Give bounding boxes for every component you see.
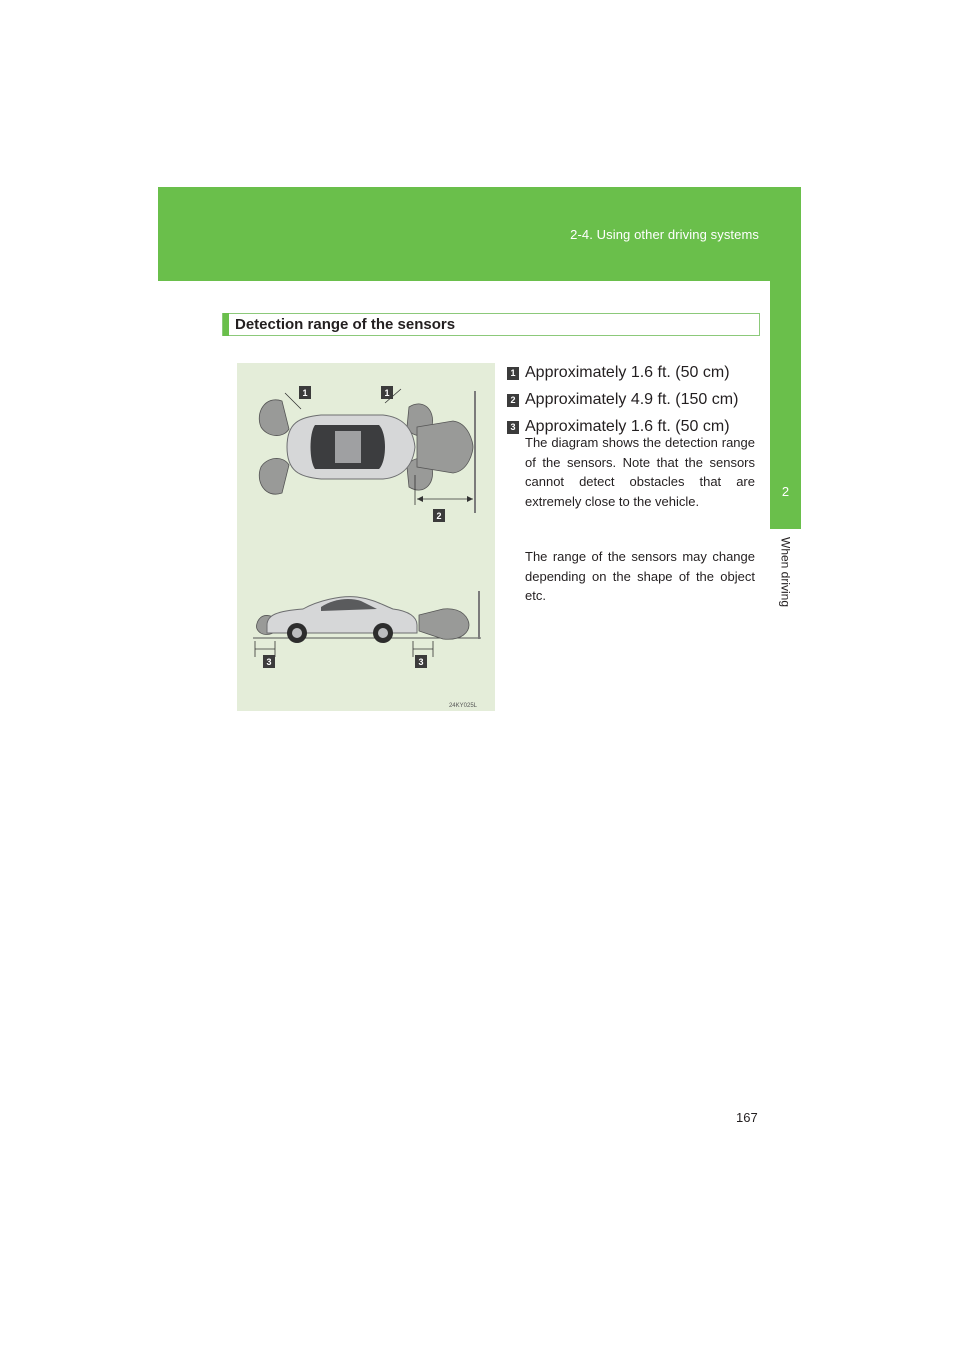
note-paragraph: The range of the sensors may change depending on the shape of the object etc. — [525, 549, 755, 603]
rear-left-detection-zone — [259, 400, 289, 436]
note-paragraph: The diagram shows the detection range of the sensors. Note that the sensors cannot detect obstacles that are extremely close to the vehicle. — [525, 435, 755, 509]
heading-accent — [223, 313, 229, 336]
callout-label: 1 — [384, 388, 390, 398]
front-side-detection-zone — [419, 609, 469, 639]
dim2-arrow-right — [467, 496, 473, 502]
chapter-tab — [770, 281, 801, 529]
section-heading: Detection range of the sensors — [235, 316, 456, 333]
callout-label: 3 — [266, 657, 272, 667]
front-wheel-rim — [378, 628, 388, 638]
dim2-arrow-left — [417, 496, 423, 502]
rear-wheel-rim — [292, 628, 302, 638]
callout-label: 3 — [418, 657, 424, 667]
page-number: 167 — [736, 1110, 758, 1125]
figure-code: 24KY025L — [448, 703, 477, 709]
header-band — [158, 187, 801, 281]
sensor-range-svg — [237, 363, 495, 711]
legend-text: Approximately 1.6 ft. (50 cm) — [525, 364, 730, 381]
legend-number: 2 — [507, 394, 519, 407]
legend-number: 1 — [507, 367, 519, 380]
dim1-left-line — [285, 393, 301, 409]
legend-text: Approximately 1.6 ft. (50 cm) — [525, 418, 730, 435]
rear-right-detection-zone — [259, 458, 289, 494]
legend-item — [507, 360, 757, 386]
legend-list — [507, 360, 757, 441]
legend-number: 3 — [507, 421, 519, 434]
legend-item — [507, 387, 757, 413]
section-heading-bar — [222, 313, 760, 336]
front-center-detection-zone — [417, 421, 473, 473]
section-title: 2-4. Using other driving systems — [570, 227, 759, 242]
chapter-number: 2 — [781, 484, 790, 499]
callout-label: 2 — [436, 511, 442, 521]
callout-label: 1 — [302, 388, 308, 398]
car-top-sunroof — [335, 431, 361, 463]
legend-text: Approximately 4.9 ft. (150 cm) — [525, 391, 739, 408]
chapter-label: When driving — [778, 537, 793, 608]
sensor-range-diagram — [237, 363, 495, 711]
